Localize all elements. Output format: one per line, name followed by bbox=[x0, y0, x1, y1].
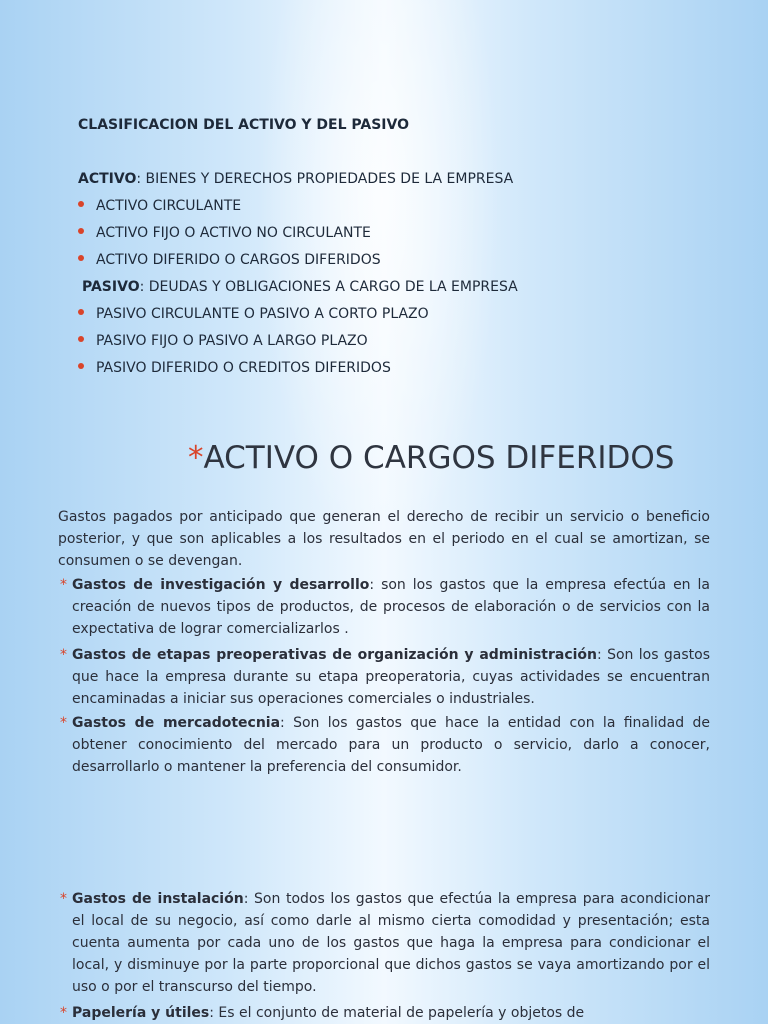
slide-activo-diferido bbox=[0, 400, 768, 860]
slide-gastos-continuacion bbox=[0, 860, 768, 1024]
list-item bbox=[78, 225, 371, 241]
list-item-text: PASIVO FIJO O PASIVO A LARGO PLAZO bbox=[96, 333, 368, 349]
asterisk-icon: * bbox=[60, 1005, 67, 1021]
list-item-text: ACTIVO CIRCULANTE bbox=[96, 198, 242, 214]
pasivo-definition bbox=[82, 279, 518, 295]
list-item-text: ACTIVO DIFERIDO O CARGOS DIFERIDOS bbox=[96, 252, 381, 268]
list-item-text: ACTIVO FIJO O ACTIVO NO CIRCULANTE bbox=[96, 225, 371, 241]
item-term: Gastos de etapas preoperativas de organización y administración bbox=[72, 647, 598, 663]
item-text: : son los gastos que la empresa efectúa en la creación de nuevos tipos de productos, de procesos de elaboración o de servicios con la expectativa de lograr comercializarlos . bbox=[72, 577, 710, 637]
item-term: Gastos de instalación bbox=[72, 891, 244, 907]
activo-def-text: : BIENES Y DERECHOS PROPIEDADES DE LA EMPRESA bbox=[136, 171, 514, 187]
list-item bbox=[58, 644, 710, 710]
item-text: : Son todos los gastos que efectúa la empresa para acondicionar el local de su negocio, así como darle al mismo cierta comodidad y presentación; esta cuenta aumenta por cada uno de los gastos que haga la empresa para condicionar el local, y disminuye por la parte proporcional que dichos gastos se vaya amortizando por el uso o por el transcurso del tiempo. bbox=[72, 891, 710, 995]
intro-paragraph: Gastos pagados por anticipado que generan el derecho de recibir un servicio o beneficio posterior, y que son aplicables a los resultados en el periodo en el cual se amortizan, se consumen o se devengan. bbox=[58, 509, 710, 569]
list-item bbox=[58, 574, 710, 640]
slide-clasificacion bbox=[0, 0, 768, 400]
bullet-icon bbox=[78, 228, 84, 234]
list-item bbox=[58, 888, 710, 998]
bullet-icon bbox=[78, 201, 84, 207]
list-item bbox=[78, 333, 368, 349]
slide2-title-text: ACTIVO O CARGOS DIFERIDOS bbox=[203, 440, 675, 476]
list-item bbox=[58, 1002, 710, 1024]
item-text: : Es el conjunto de material de papelería y objetos de bbox=[209, 1005, 585, 1021]
asterisk-icon: * bbox=[60, 715, 67, 731]
list-item bbox=[78, 198, 241, 214]
item-text: : Son los gastos que hace la empresa durante su etapa preoperatoria, cuyas actividades se encuentran encaminadas a iniciar sus operaciones comerciales o industriales. bbox=[72, 647, 710, 707]
list-item bbox=[58, 712, 710, 778]
asterisk-icon: * bbox=[60, 647, 67, 663]
asterisk-icon: * bbox=[188, 440, 204, 476]
item-term: Gastos de investigación y desarrollo bbox=[72, 577, 370, 593]
slide2-title bbox=[188, 440, 674, 476]
bullet-icon bbox=[78, 363, 84, 369]
list-item bbox=[78, 252, 381, 268]
asterisk-icon: * bbox=[60, 891, 67, 907]
item-text: : Son los gastos que hace la entidad con la finalidad de obtener conocimiento del mercado para un producto o servicio, darlo a conocer, desarrollarlo o mantener la preferencia del consumidor. bbox=[72, 715, 710, 775]
item-term: Papelería y útiles bbox=[72, 1005, 210, 1021]
slide1-heading: CLASIFICACION DEL ACTIVO Y DEL PASIVO bbox=[78, 117, 409, 133]
bullet-icon bbox=[78, 309, 84, 315]
asterisk-icon: * bbox=[60, 577, 67, 593]
bullet-icon bbox=[78, 255, 84, 261]
list-item-text: PASIVO DIFERIDO O CREDITOS DIFERIDOS bbox=[96, 360, 391, 376]
list-item bbox=[78, 360, 391, 376]
pasivo-def-text: : DEUDAS Y OBLIGACIONES A CARGO DE LA EMPRESA bbox=[139, 279, 518, 295]
bullet-icon bbox=[78, 336, 84, 342]
list-item bbox=[78, 306, 429, 322]
activo-label: ACTIVO bbox=[78, 171, 137, 187]
activo-definition bbox=[78, 171, 513, 187]
item-term: Gastos de mercadotecnia bbox=[72, 715, 281, 731]
list-item-text: PASIVO CIRCULANTE O PASIVO A CORTO PLAZO bbox=[96, 306, 429, 322]
pasivo-label: PASIVO bbox=[82, 279, 140, 295]
